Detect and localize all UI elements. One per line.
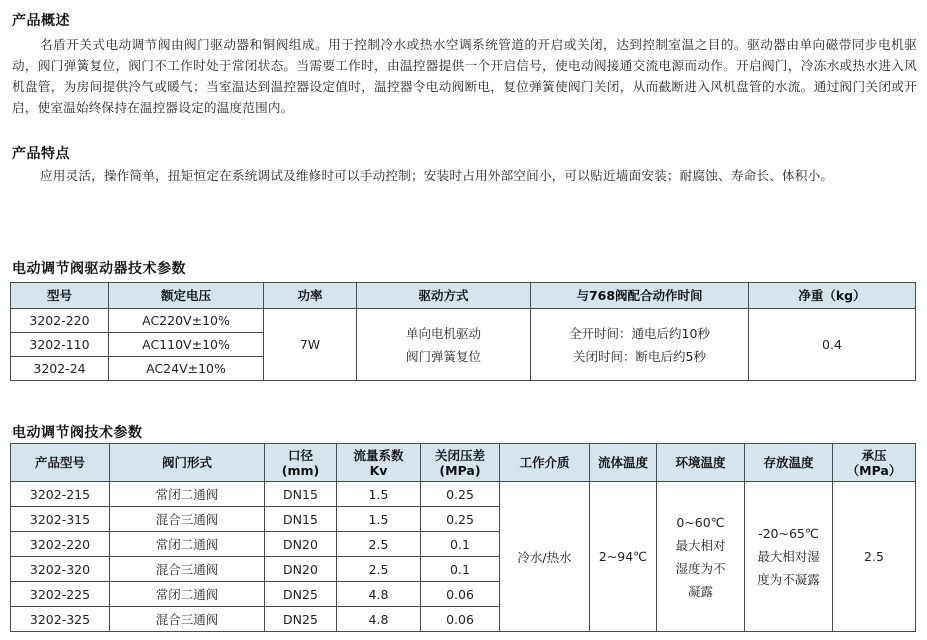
drive-mode-line: 阀门弹簧复位 [405, 348, 481, 364]
valve-form-cell: 混合三通阀 [110, 607, 265, 632]
close-pressure-cell: 0.25 [421, 507, 500, 532]
kv-cell: 4.8 [337, 607, 421, 632]
column-header: 额定电压 [109, 283, 264, 309]
header-line: 工作介质 [519, 455, 570, 470]
column-header: 净重（kg） [749, 283, 916, 309]
action-time-cell [531, 309, 749, 381]
table-row [11, 482, 916, 507]
drive-mode-cell [357, 309, 531, 381]
header-line: 流量系数 [353, 447, 404, 463]
medium-cell: 冷水/热水 [500, 482, 590, 632]
driver-header-row [11, 283, 916, 309]
valve-form-cell: 混合三通阀 [110, 557, 265, 582]
fluid-temp-cell: 2~94℃ [590, 482, 657, 632]
power-cell: 7W [264, 309, 357, 381]
column-header [421, 444, 500, 482]
driver-table-title: 电动调节阀驱动器技术参数 [12, 261, 186, 277]
size-cell: DN20 [265, 557, 337, 582]
model-cell: 3202-220 [11, 532, 110, 557]
close-pressure-cell: 0.06 [421, 582, 500, 607]
size-cell: DN25 [265, 607, 337, 632]
close-pressure-cell: 0.06 [421, 607, 500, 632]
kv-cell: 2.5 [337, 557, 421, 582]
column-header [265, 444, 337, 482]
kv-cell: 2.5 [337, 532, 421, 557]
storage-temp-line: -20~65℃ [758, 526, 819, 541]
valve-header-row [11, 444, 916, 482]
ambient-temp-line: 凝露 [687, 583, 713, 599]
header-line: 环境温度 [675, 455, 726, 470]
column-header [337, 444, 421, 482]
column-header [833, 444, 916, 482]
net-weight-cell: 0.4 [749, 309, 916, 381]
column-header: 功率 [264, 283, 357, 309]
model-cell: 3202-225 [11, 582, 110, 607]
overview-text: 名盾开关式电动调节阀由阀门驱动器和铜阀组成。用于控制冷水或热水空调系统管道的开启或关闭，达到控制室温之目的。驱动器由单向磁带同步电机驱动，阀门弹簧复位，阀门不工作时处于常闭状态。当需要工作时，由温控器提供一个开启信号，使电动阀接通交流电源而动作。开启阀门，冷冻水或热水进入风机盘管，为房间提供冷气或暖气；当室温达到温控器设定值时，温控器令电动阀断电，复位弹簧使阀门关闭，从而截断进入风机盘管的水流。通过阀门关闭或开启，使室温始终保持在温控器设定的温度范围内。 [12, 37, 917, 115]
header-line: 阀门形式 [161, 455, 212, 470]
column-header: 驱动方式 [357, 283, 531, 309]
table-row [11, 309, 916, 333]
model-cell: 3202-24 [11, 357, 109, 381]
action-time-line: 全开时间：通电后约10秒 [569, 325, 710, 341]
header-line: 流体温度 [597, 455, 648, 470]
header-line: 关闭压差 [434, 447, 485, 463]
driver-spec-table [10, 282, 916, 381]
ambient-temp-line: 0~60℃ [676, 514, 725, 530]
close-pressure-cell: 0.25 [421, 482, 500, 507]
column-header [500, 444, 590, 482]
column-header [745, 444, 833, 482]
size-cell: DN20 [265, 532, 337, 557]
header-line: 存放温度 [763, 455, 814, 470]
storage-temp-cell [745, 482, 833, 632]
valve-table-title: 电动调节阀技术参数 [12, 425, 143, 441]
ambient-temp-line: 湿度为不 [675, 560, 726, 576]
column-header [11, 444, 110, 482]
size-cell: DN15 [265, 507, 337, 532]
size-cell: DN25 [265, 582, 337, 607]
overview-title: 产品概述 [12, 13, 70, 29]
close-pressure-cell: 0.1 [421, 557, 500, 582]
header-line: 口径 [287, 447, 313, 463]
storage-temp-line: 度为不凝露 [757, 572, 820, 587]
header-line: Kv [369, 462, 388, 478]
drive-mode-line: 单向电机驱动 [405, 325, 481, 341]
header-line: (mm) [281, 462, 320, 478]
header-line: （MPa） [846, 462, 902, 478]
column-header [590, 444, 657, 482]
ambient-temp-cell [657, 482, 745, 632]
size-cell: DN15 [265, 482, 337, 507]
header-line: 承压 [861, 447, 887, 463]
voltage-cell: AC110V±10% [109, 333, 264, 357]
column-header: 与768阀配合动作时间 [531, 283, 749, 309]
column-header: 型号 [11, 283, 109, 309]
valve-spec-table [10, 443, 916, 632]
kv-cell: 1.5 [337, 482, 421, 507]
pressure-rating-cell: 2.5 [833, 482, 916, 632]
ambient-temp-line: 最大相对 [675, 537, 726, 553]
features-title: 产品特点 [12, 146, 70, 162]
model-cell: 3202-220 [11, 309, 109, 333]
header-line: 产品型号 [34, 455, 85, 470]
column-header [110, 444, 265, 482]
features-text: 应用灵活，操作简单，扭矩恒定在系统调试及维修时可以手动控制；安装时占用外部空间小，可以贴近墙面安装；耐腐蚀、寿命长、体积小。 [40, 168, 834, 183]
valve-form-cell: 常闭二通阀 [110, 482, 265, 507]
model-cell: 3202-320 [11, 557, 110, 582]
model-cell: 3202-215 [11, 482, 110, 507]
kv-cell: 1.5 [337, 507, 421, 532]
valve-form-cell: 常闭二通阀 [110, 532, 265, 557]
close-pressure-cell: 0.1 [421, 532, 500, 557]
valve-form-cell: 混合三通阀 [110, 507, 265, 532]
storage-temp-line: 最大相对湿 [757, 549, 820, 564]
column-header [657, 444, 745, 482]
header-line: (MPa) [439, 462, 481, 478]
model-cell: 3202-325 [11, 607, 110, 632]
kv-cell: 4.8 [337, 582, 421, 607]
valve-form-cell: 常闭二通阀 [110, 582, 265, 607]
model-cell: 3202-315 [11, 507, 110, 532]
action-time-line: 关闭时间：断电后约5秒 [573, 348, 706, 364]
voltage-cell: AC220V±10% [109, 309, 264, 333]
voltage-cell: AC24V±10% [109, 357, 264, 381]
model-cell: 3202-110 [11, 333, 109, 357]
